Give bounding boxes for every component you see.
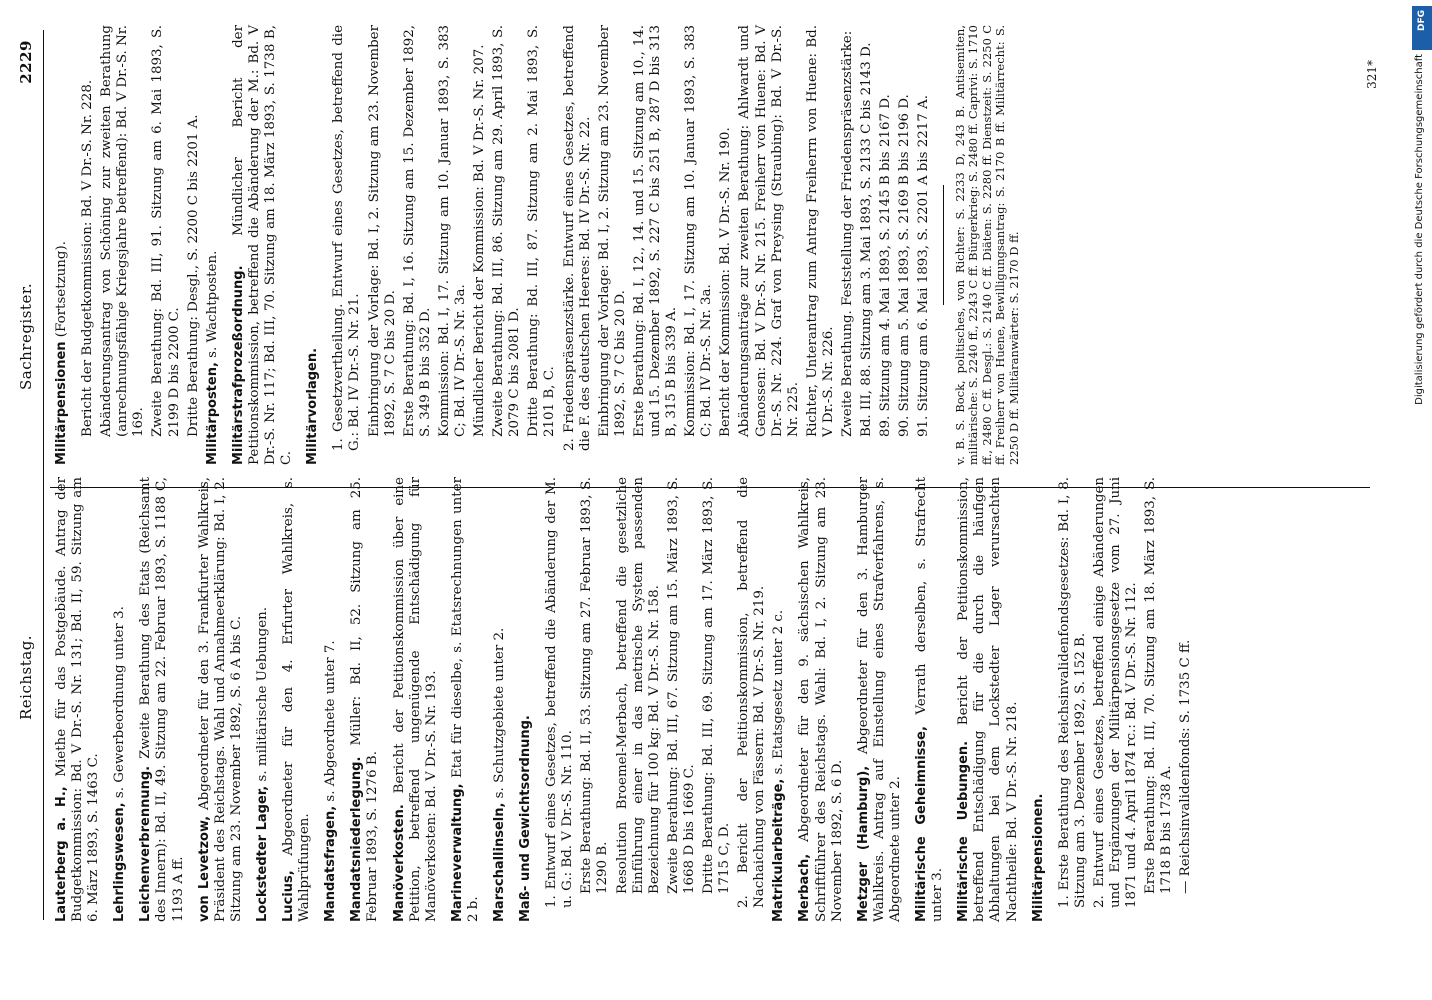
index-entry (492, 477, 508, 922)
entry-subitem-detail: Erste Berathung: Bd. II, 53. Sitzung am 27. Februar 1893, S. 1290 B. (579, 477, 611, 894)
index-entry (305, 25, 321, 465)
index-entry (771, 477, 787, 922)
entry-subitem-detail: Einbringung der Vorlage: Bd. I, 2. Sitzung am 23. November 1892, S. 7 C bis 20 D. (596, 25, 628, 437)
right-column (54, 25, 1021, 465)
entry-subitem-detail: Mündlicher Bericht der Kommission: Bd. V Dr.-S. Nr. 207. (472, 44, 488, 437)
entry-heading: Lehrlingswesen, (112, 802, 128, 922)
entry-heading: Mandatsfragen, (323, 805, 339, 922)
index-entry (205, 25, 221, 465)
entry-text: Verrath derselben, s. Strafrecht unter 3. (914, 477, 946, 922)
entry-text: s. Wachtposten. (204, 250, 220, 358)
entry-subitem-detail: Kommission: Bd. I, 17. Sitzung am 10. Januar 1893, S. 383 C; Bd. IV Dr.-S. Nr. 3a. (436, 25, 468, 437)
index-entry (797, 477, 845, 922)
entry-subitem: 2. Entwurf eines Gesetzes, betreffend einige Abänderungen und Ergänzungen der Militärpensionsgesetze vom 27. Juni 1871 und 4. April 1874 rc.: Bd. V Dr.-S. Nr. 112. (1091, 477, 1140, 908)
entry-text: Mündlicher Bericht der Petitionskommission, betreffend die Abänderung der M.: Bd. V Dr.-S. Nr. 117; Bd. III, 70. Sitzung am 18. März 1893, S. 1738 B, C. (230, 25, 295, 465)
running-header-center: Sachregister. (17, 282, 35, 390)
entry-heading: Matrikularbeiträge, (771, 778, 787, 922)
entry-subitem-detail: Zweite Berathung: Bd. III, 86. Sitzung am 29. April 1893, S. 2079 C bis 2081 D. (491, 25, 523, 437)
index-entry (1031, 477, 1047, 922)
entry-text: Etat für dieselbe, s. Etatsrechnungen unter 2 b. (449, 477, 481, 922)
header-rule (43, 30, 44, 920)
entry-heading: Militärposten, (204, 362, 220, 465)
entry-subitem: 1. Entwurf eines Gesetzes, betreffend die Abänderung der M. u. G.: Bd. V Dr.-S. Nr. 110. (544, 477, 576, 908)
index-entry (54, 477, 102, 922)
index-entry (956, 477, 1020, 922)
index-entry (54, 25, 70, 465)
entry-subitem-detail: Erste Berathung: Bd. I, 12., 14. und 15. Sitzung am 10., 14. und 15. Dezember 1892, S. 227 C bis 251 B, 287 D bis 313 B, 315 B bis 339 A. (631, 25, 680, 437)
entry-text: s. Gewerbeordnung unter 3. (112, 606, 128, 799)
entry-text: Bericht der Petitionskommission über eine Petition, betreffend ungenügende Entschädigung für Manöverkosten: Bd. V Dr.-S. Nr. 193. (391, 477, 439, 922)
section-rule (943, 185, 944, 305)
entry-text: s. Etatsgesetz unter 2 c. (771, 609, 787, 775)
index-entry (323, 477, 339, 922)
entry-heading: Mandatsniederlegung. (349, 756, 365, 922)
index-entry (231, 25, 295, 465)
entry-subitem-detail: 90. Sitzung am 5. Mai 1893, S. 2169 B bis 2196 D. (897, 94, 913, 437)
digitization-credit: Digitalisierung gefördert durch die Deutsche Forschungsgemeinschaft (1414, 54, 1425, 405)
entry-subitem-detail: Bericht der Kommission: Bd. V Dr.-S. Nr. 190. (718, 127, 734, 437)
entry-subitem: 1. Gesetzvertheilung. Entwurf eines Gesetzes, betreffend die G.: Bd. IV Dr.-S. Nr. 21. (331, 25, 363, 451)
entry-heading: Lucius, (281, 870, 297, 922)
entry-subitem-detail: Zweite Berathung. Feststellung der Friedenspräsenzstärke: (840, 30, 856, 437)
entry-heading: Militärpensionen (54, 341, 69, 465)
entry-subitem-detail: Bericht der Budgetkommission: Bd. V Dr.-S. Nr. 228. (80, 79, 96, 437)
index-entry (914, 477, 946, 922)
left-column (54, 477, 1197, 922)
index-entry (450, 477, 482, 922)
entry-text: Abgeordneter für den 3. Frankfurter Wahlkreis, Präsident des Reichstags. Wahl und Annahmeerklärung: Bd. I, 2. Sitzung am 23. November 1892, S. 6 A bis C. (196, 477, 244, 922)
footer-page-number: 321* (1364, 60, 1379, 89)
entry-heading: Militärische Uebungen. (956, 740, 972, 922)
index-entry (856, 477, 904, 922)
running-header-left: Reichstag. (17, 634, 35, 720)
entry-text: s. militärische Uebungen. (254, 606, 270, 782)
entry-heading: Marineverwaltung, (449, 783, 465, 922)
entry-text: Abgeordneter für den 3. Hamburger Wahlkreis. Antrag auf Einstellung eines Strafverfahrens, s. Abgeordnete unter 2. (855, 477, 903, 922)
entry-subitem-detail: Dritte Berathung: Bd. III, 69. Sitzung am 17. März 1893, S. 1715 C, D. (701, 477, 733, 894)
entry-heading: Manöverkosten. (391, 804, 407, 922)
entry-subitem-detail: Zweite Berathung: Bd. III, 91. Sitzung am 6. Mai 1893, S. 2199 D bis 2200 C. (150, 25, 182, 437)
entry-text: Abgeordneter für den 4. Erfurter Wahlkreis, s. Wahlprüfungen. (281, 477, 313, 922)
entry-heading: Merbach, (797, 853, 813, 922)
index-entry (518, 477, 534, 922)
entry-text: s. Schutzgebiete unter 2. (491, 627, 507, 799)
entry-subitem-detail: Richter, Unterantrag zum Antrag Freiherrn von Huene: Bd. V Dr.-S. Nr. 226. (804, 25, 836, 437)
index-entry (281, 477, 313, 922)
entry-subitem-detail: Einbringung der Vorlage: Bd. I, 2. Sitzung am 23. November 1892, S. 7 C bis 20 D. (366, 25, 398, 437)
index-entry (392, 477, 440, 922)
entry-subitem: 2. Bericht der Petitionskommission, betreffend die Nachaichung von Fässern: Bd. V Dr.-S. Nr. 219. (736, 477, 768, 908)
entry-subitem-detail: Resolution Broemel-Merbach, betreffend die gesetzliche Einführung einer in das metrische System passenden Bezeichnung für 100 kg: Bd. V Dr.-S. Nr. 158. (614, 477, 662, 894)
entry-text: Zweite Berathung des Etats (Reichsamt des Innern): Bd. II, 49. Sitzung am 22. Februar 1893, S. 1188 C, 1193 A ff. (138, 477, 186, 922)
entry-subitem-detail: 91. Sitzung am 6. Mai 1893, S. 2201 A bis 2217 A. (916, 94, 932, 437)
entry-subitem-detail: Abänderungsanträge zur zweiten Berathung: Ahlwardt und Genossen: Bd. V Dr.-S. Nr. 215. Freiherr von Huene: Bd. V Dr.-S. Nr. 224. Graf von Preysing (Straubing): Bd. V Dr.-S. Nr. 225. (737, 25, 801, 437)
index-entry (138, 477, 186, 922)
entry-subitem-detail: Kommission: Bd. I, 17. Sitzung am 10. Januar 1893, S. 383 C; Bd. IV Dr.-S. Nr. 3a. (683, 25, 715, 437)
entry-heading: Lockstedter Lager, (254, 785, 270, 922)
entry-text: Abgeordneter für den 9. sächsischen Wahlkreis, Schriftführer des Reichstags. Wahl: Bd. I, 2. Sitzung am 23. November 1892, S. 6 D. (797, 477, 845, 922)
entry-heading: Militärpensionen. (1030, 793, 1046, 922)
entry-text: Müller: Bd. II, 52. Sitzung am 25. Februar 1893, S. 1276 B. (349, 477, 381, 922)
entry-subitem-detail: Dritte Berathung: Desgl., S. 2200 C bis 2201 A. (185, 114, 201, 437)
entry-subitem-detail: Erste Berathung: Bd. I, 16. Sitzung am 15. Dezember 1892, S. 349 B bis 352 D. (401, 25, 433, 437)
entry-heading: Lauterberg a. H., (54, 786, 69, 922)
entry-heading: Militärische Geheimnisse, (914, 726, 930, 922)
entry-text: Bericht der Petitionskommission, betreffend Entschädigung für die durch die häufigen Abhaltungen bei dem Lockstedter Lager verursachten Nachtheile: Bd. V Dr.-S. Nr. 218. (956, 477, 1020, 922)
entry-heading: Militärvorlagen. (305, 347, 321, 465)
entry-subitem-detail: — Reichsinvalidenfonds: S. 1735 C ff. (1178, 639, 1194, 894)
index-entry (112, 477, 128, 922)
index-entry (255, 477, 271, 922)
entry-heading: Militärstrafprozeßordnung. (230, 265, 246, 465)
entry-text: Miethe für das Postgebäude. Antrag der Budgetkommission: Bd. V Dr.-S. Nr. 131; Bd. II, 59. Sitzung am 6. März 1893, S. 1463 C. (54, 477, 102, 922)
entry-subitem: 1. Erste Berathung des Reichsinvalidenfondsgesetzes: Bd. I, 8. Sitzung am 3. Dezember 1892, S. 152 B. (1056, 477, 1088, 908)
entry-subitem-detail: 89. Sitzung am 4. Mai 1893, S. 2145 B bis 2167 D. (878, 94, 894, 437)
entry-heading: Metzger (Hamburg), (855, 765, 871, 922)
entry-subitem-detail: Zweite Berathung: Bd. III, 67. Sitzung am 15. März 1893, S. 1668 D bis 1669 C. (665, 477, 697, 894)
footnote-block: v. B. S. Bock, politisches, von Richter: S. 2233 D, 243 B. Antisemiten, militärische: S. 2240 ff., 2243 C ff. Bürgerkrieg: S. 2480 ff. Caprivi: S. 1710 ff., 2480 C ff. Desgl.: S. 2140 C ff. Diäten: S. 2280 ff. Dienstzeit: S. 2250 C ff. Freiherr von Huene, Bewilligungsantrag: S. 2170 B ff. Militärrecht: S. 2250 D ff. Militäranwärter: S. 2170 D ff. (952, 25, 1021, 465)
entry-heading: Leichenverbrennung. (138, 765, 154, 922)
entry-heading: von Levetzow, (196, 815, 212, 922)
entry-subitem-detail: Abänderungsantrag von Schöning zur zweiten Berathung (anrechnungsfähige Kriegsjahre betreffend): Bd. V Dr.-S. Nr. 169. (99, 25, 147, 437)
entry-subitem-detail: Dritte Berathung: Bd. III, 87. Sitzung am 2. Mai 1893, S. 2101 B, C. (526, 25, 558, 437)
entry-heading: Marschallinseln, (491, 802, 507, 922)
dfg-logo: DFG (1412, 6, 1432, 50)
entry-subitem-detail: Erste Berathung: Bd. III, 70. Sitzung am 18. März 1893, S. 1718 B bis 1738 A. (1143, 477, 1175, 894)
entry-subitem: 2. Friedenspräsenzstärke. Entwurf eines Gesetzes, betreffend die F. des deutschen Heeres: Bd. IV Dr.-S. Nr. 22. (561, 25, 593, 451)
index-entry (197, 477, 245, 922)
entry-text: s. Abgeordnete unter 7. (323, 640, 339, 802)
index-entry (349, 477, 381, 922)
entry-subitem-detail: Bd. III, 88. Sitzung am 3. Mai 1893, S. 2133 C bis 2143 D. (859, 42, 875, 437)
page-number-header: 2229 (17, 40, 35, 84)
entry-heading: Maß- und Gewichtsordnung. (518, 715, 534, 922)
entry-text: (Fortsetzung). (54, 241, 69, 338)
